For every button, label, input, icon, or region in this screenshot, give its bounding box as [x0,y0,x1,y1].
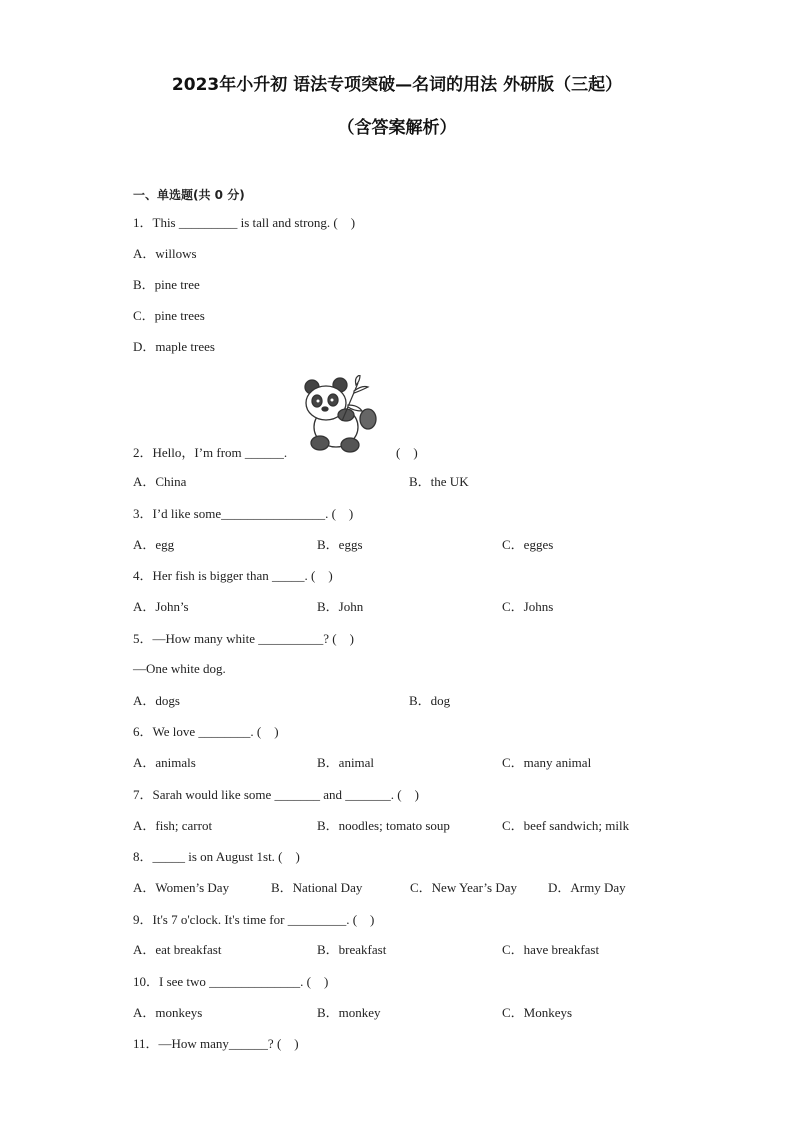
question-4-option-b: B．John [317,599,364,614]
question-10-stem: 10．I see two ______________. ( ) [133,974,329,989]
question-8-option-d: D．Army Day [548,880,626,895]
question-5-stem: 5．—How many white __________? ( ) [133,631,354,646]
question-1-option-a: A．willows [133,246,197,261]
question-3-option-c: C．egges [502,537,554,552]
question-8-option-c: C．New Year’s Day [410,880,518,895]
question-6-option-c: C．many animal [502,755,592,770]
question-4-option-a: A．John’s [133,599,189,614]
question-7-option-b: B．noodles; tomato soup [317,818,450,833]
question-5-option-a: A．dogs [133,693,180,708]
question-2-option-b: B．the UK [409,474,469,489]
document-subtitle: （含答案解析） [337,118,457,138]
question-6-option-a: A．animals [133,755,196,770]
question-9-stem: 9．It's 7 o'clock. It's time for _________. ( ) [133,912,375,927]
question-9-option-a: A．eat breakfast [133,942,222,957]
question-10-option-a: A．monkeys [133,1005,203,1020]
section-heading: 一、单选题(共 0 分) [133,188,245,202]
question-7-option-a: A．fish; carrot [133,818,213,833]
question-5-option-b: B．dog [409,693,451,708]
document-title: 2023年小升初 语法专项突破—名词的用法 外研版（三起） [171,75,623,95]
question-1-option-c: C．pine trees [133,308,205,323]
question-5-answer-line: —One white dog. [133,661,226,676]
question-9-option-b: B．breakfast [317,942,387,957]
question-8-stem: 8．_____ is on August 1st. ( ) [133,849,300,864]
question-1-stem: 1．This _________ is tall and strong. ( ) [133,215,356,230]
question-4-option-c: C．Johns [502,599,554,614]
question-3-option-a: A．egg [133,537,175,552]
question-1-option-d: D．maple trees [133,339,215,354]
question-6-stem: 6．We love ________. ( ) [133,724,279,739]
question-4-stem: 4．Her fish is bigger than _____. ( ) [133,568,333,583]
question-1-option-b: B．pine tree [133,277,200,292]
question-8-option-b: B．National Day [271,880,363,895]
question-8-option-a: A．Women’s Day [133,880,230,895]
panda-illustration [298,375,380,455]
question-10-option-c: C．Monkeys [502,1005,573,1020]
question-7-option-c: C．beef sandwich; milk [502,818,630,833]
question-9-option-c: C．have breakfast [502,942,600,957]
question-10-option-b: B．monkey [317,1005,381,1020]
question-7-stem: 7．Sarah would like some _______ and _______. ( ) [133,787,419,802]
question-6-option-b: B．animal [317,755,375,770]
question-2-answer-paren: ( ) [396,445,418,460]
question-3-stem: 3．I’d like some________________. ( ) [133,506,354,521]
question-11-stem: 11．—How many______? ( ) [133,1036,299,1051]
question-2-stem: 2．Hello，I’m from ______. [133,445,288,460]
question-2-option-a: A．China [133,474,187,489]
question-3-option-b: B．eggs [317,537,363,552]
